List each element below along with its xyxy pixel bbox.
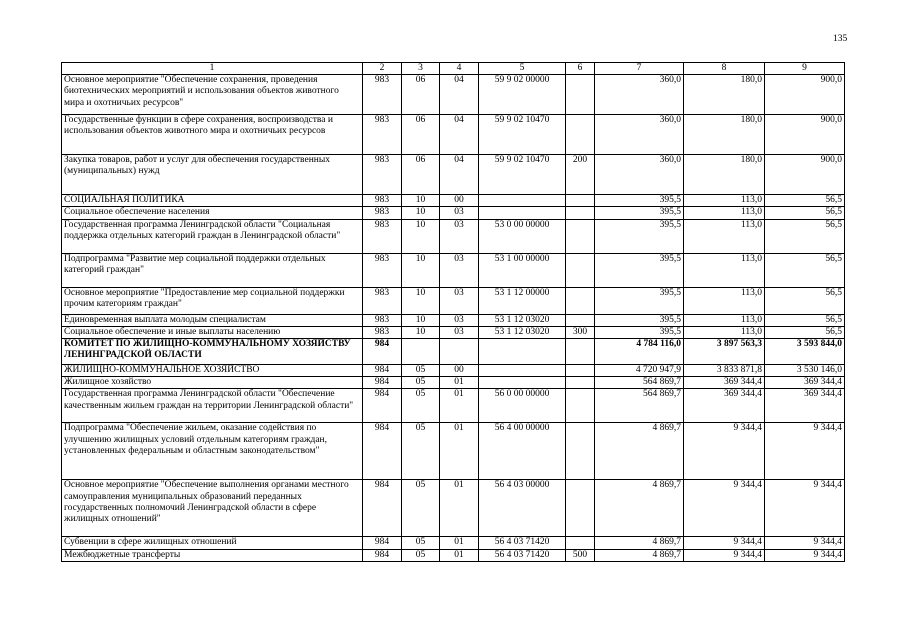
ministry-code: 984 (363, 365, 402, 377)
amount-col9: 56,5 (765, 253, 845, 287)
section-code: 05 (402, 423, 440, 480)
row-name: Основное мероприятие "Обеспечение сохранения, проведения биотехнических мероприятий и использования объектов животного мира и охотничьих ресурсов" (62, 75, 363, 115)
amount-col9: 369 344,4 (765, 389, 845, 423)
expense-type-code (566, 480, 595, 537)
target-article-code: 56 4 03 00000 (479, 480, 566, 537)
subsection-code: 03 (440, 253, 479, 287)
amount-col8: 369 344,4 (684, 377, 765, 389)
target-article-code: 53 1 12 03020 (479, 326, 566, 338)
amount-col8: 9 344,4 (684, 549, 765, 561)
header-cell: 8 (684, 63, 765, 75)
ministry-code: 984 (363, 537, 402, 549)
amount-col8: 113,0 (684, 326, 765, 338)
amount-col9: 369 344,4 (765, 377, 845, 389)
amount-col8: 113,0 (684, 287, 765, 314)
amount-col7: 564 869,7 (595, 377, 684, 389)
expense-type-code (566, 339, 595, 365)
amount-col9: 3 593 844,0 (765, 339, 845, 365)
ministry-code: 983 (363, 207, 402, 219)
amount-col7: 4 869,7 (595, 423, 684, 480)
subsection-code: 01 (440, 389, 479, 423)
amount-col8: 3 833 871,8 (684, 365, 765, 377)
section-code: 06 (402, 115, 440, 155)
header-cell: 7 (595, 63, 684, 75)
section-code: 05 (402, 480, 440, 537)
row-name: Основное мероприятие "Предоставление мер социальной поддержки прочим категориям граждан" (62, 287, 363, 314)
row-name: Основное мероприятие "Обеспечение выполнения органами местного самоуправления муниципальных образований переданных государственных полномочий Ленинградской области в сфере жилищных отношений" (62, 480, 363, 537)
subsection-code: 00 (440, 365, 479, 377)
section-code: 06 (402, 75, 440, 115)
header-cell: 3 (402, 63, 440, 75)
subsection-code: 03 (440, 219, 479, 253)
row-name: Подпрограмма "Обеспечение жильем, оказание содействия по улучшению жилищных условий отдельным категориям граждан, установленных федеральным и областным законодательством" (62, 423, 363, 480)
amount-col7: 564 869,7 (595, 389, 684, 423)
row-name: Межбюджетные трансферты (62, 549, 363, 561)
target-article-code: 53 1 12 03020 (479, 314, 566, 326)
header-cell: 5 (479, 63, 566, 75)
table-row (62, 75, 845, 115)
section-code: 10 (402, 207, 440, 219)
ministry-code: 984 (363, 480, 402, 537)
ministry-code: 984 (363, 339, 402, 365)
amount-col8: 180,0 (684, 155, 765, 195)
table-row (62, 423, 845, 480)
expense-type-code (566, 377, 595, 389)
subsection-code: 01 (440, 549, 479, 561)
expense-type-code (566, 207, 595, 219)
header-cell: 2 (363, 63, 402, 75)
subsection-code: 03 (440, 326, 479, 338)
expense-type-code (566, 287, 595, 314)
ministry-code: 983 (363, 75, 402, 115)
ministry-code: 984 (363, 549, 402, 561)
amount-col8: 9 344,4 (684, 480, 765, 537)
target-article-code (479, 195, 566, 207)
amount-col7: 360,0 (595, 155, 684, 195)
target-article-code: 59 9 02 10470 (479, 115, 566, 155)
subsection-code: 03 (440, 207, 479, 219)
section-code: 05 (402, 389, 440, 423)
table-row (62, 549, 845, 561)
table-row (62, 389, 845, 423)
row-name: Единовременная выплата молодым специалистам (62, 314, 363, 326)
table-row (62, 537, 845, 549)
row-name: Государственная программа Ленинградской области "Обеспечение качественным жильем граждан на территории Ленинградской области" (62, 389, 363, 423)
amount-col9: 56,5 (765, 195, 845, 207)
section-code: 10 (402, 326, 440, 338)
amount-col9: 56,5 (765, 326, 845, 338)
row-name: Субвенции в сфере жилищных отношений (62, 537, 363, 549)
expense-type-code (566, 195, 595, 207)
amount-col9: 56,5 (765, 207, 845, 219)
subsection-code: 01 (440, 480, 479, 537)
ministry-code: 983 (363, 326, 402, 338)
budget-table (61, 62, 845, 562)
amount-col7: 4 720 947,9 (595, 365, 684, 377)
amount-col7: 360,0 (595, 115, 684, 155)
row-name: Социальное обеспечение и иные выплаты населению (62, 326, 363, 338)
ministry-code: 984 (363, 423, 402, 480)
subsection-code: 01 (440, 423, 479, 480)
amount-col9: 56,5 (765, 314, 845, 326)
ministry-code: 983 (363, 287, 402, 314)
expense-type-code (566, 537, 595, 549)
subsection-code: 04 (440, 115, 479, 155)
expense-type-code: 200 (566, 155, 595, 195)
table-row (62, 195, 845, 207)
table-row (62, 287, 845, 314)
expense-type-code (566, 115, 595, 155)
amount-col9: 9 344,4 (765, 537, 845, 549)
row-name: Государственные функции в сфере сохранения, воспроизводства и использования объектов животного мира и охотничьих ресурсов (62, 115, 363, 155)
target-article-code: 53 0 00 00000 (479, 219, 566, 253)
amount-col8: 369 344,4 (684, 389, 765, 423)
table-row (62, 365, 845, 377)
expense-type-code (566, 423, 595, 480)
target-article-code: 56 4 03 71420 (479, 549, 566, 561)
subsection-code: 04 (440, 75, 479, 115)
amount-col7: 395,5 (595, 287, 684, 314)
section-code: 05 (402, 365, 440, 377)
amount-col8: 9 344,4 (684, 423, 765, 480)
amount-col9: 56,5 (765, 219, 845, 253)
row-name: СОЦИАЛЬНАЯ ПОЛИТИКА (62, 195, 363, 207)
amount-col7: 4 869,7 (595, 480, 684, 537)
section-code: 10 (402, 195, 440, 207)
amount-col8: 9 344,4 (684, 537, 765, 549)
subsection-code: 01 (440, 537, 479, 549)
amount-col8: 180,0 (684, 115, 765, 155)
table-row (62, 326, 845, 338)
expense-type-code (566, 219, 595, 253)
target-article-code (479, 377, 566, 389)
ministry-code: 983 (363, 155, 402, 195)
table-row (62, 339, 845, 365)
header-cell: 1 (62, 63, 363, 75)
subsection-code: 04 (440, 155, 479, 195)
table-row (62, 155, 845, 195)
expense-type-code (566, 314, 595, 326)
subsection-code: 03 (440, 287, 479, 314)
row-name: Жилищное хозяйство (62, 377, 363, 389)
table-row (62, 207, 845, 219)
table-row (62, 219, 845, 253)
amount-col8: 113,0 (684, 207, 765, 219)
amount-col7: 4 869,7 (595, 549, 684, 561)
table-row (62, 314, 845, 326)
header-cell: 9 (765, 63, 845, 75)
subsection-code: 01 (440, 377, 479, 389)
expense-type-code: 300 (566, 326, 595, 338)
section-code: 05 (402, 549, 440, 561)
section-code: 10 (402, 314, 440, 326)
row-name: КОМИТЕТ ПО ЖИЛИЩНО-КОММУНАЛЬНОМУ ХОЗЯЙСТВУ ЛЕНИНГРАДСКОЙ ОБЛАСТИ (62, 339, 363, 365)
row-name: Социальное обеспечение населения (62, 207, 363, 219)
amount-col7: 395,5 (595, 207, 684, 219)
target-article-code: 56 4 00 00000 (479, 423, 566, 480)
target-article-code: 59 9 02 10470 (479, 155, 566, 195)
amount-col9: 9 344,4 (765, 549, 845, 561)
subsection-code (440, 339, 479, 365)
section-code: 05 (402, 537, 440, 549)
target-article-code: 59 9 02 00000 (479, 75, 566, 115)
table-row (62, 115, 845, 155)
header-cell: 6 (566, 63, 595, 75)
amount-col7: 4 784 116,0 (595, 339, 684, 365)
ministry-code: 983 (363, 219, 402, 253)
expense-type-code (566, 253, 595, 287)
target-article-code (479, 339, 566, 365)
target-article-code: 53 1 12 00000 (479, 287, 566, 314)
header-cell: 4 (440, 63, 479, 75)
amount-col9: 56,5 (765, 287, 845, 314)
ministry-code: 983 (363, 253, 402, 287)
section-code: 10 (402, 287, 440, 314)
header-row (62, 63, 845, 75)
ministry-code: 983 (363, 115, 402, 155)
amount-col9: 3 530 146,0 (765, 365, 845, 377)
subsection-code: 00 (440, 195, 479, 207)
amount-col9: 9 344,4 (765, 423, 845, 480)
table-row (62, 480, 845, 537)
amount-col9: 900,0 (765, 155, 845, 195)
section-code: 10 (402, 219, 440, 253)
ministry-code: 984 (363, 389, 402, 423)
target-article-code (479, 365, 566, 377)
row-name: ЖИЛИЩНО-КОММУНАЛЬНОЕ ХОЗЯЙСТВО (62, 365, 363, 377)
target-article-code: 56 4 03 71420 (479, 537, 566, 549)
row-name: Закупка товаров, работ и услуг для обеспечения государственных (муниципальных) нужд (62, 155, 363, 195)
row-name: Государственная программа Ленинградской области "Социальная поддержка отдельных категорий граждан в Ленинградской области" (62, 219, 363, 253)
amount-col8: 180,0 (684, 75, 765, 115)
amount-col9: 9 344,4 (765, 480, 845, 537)
amount-col8: 113,0 (684, 195, 765, 207)
amount-col8: 113,0 (684, 219, 765, 253)
expense-type-code (566, 365, 595, 377)
ministry-code: 983 (363, 314, 402, 326)
amount-col8: 113,0 (684, 253, 765, 287)
amount-col7: 395,5 (595, 195, 684, 207)
expense-type-code (566, 75, 595, 115)
target-article-code: 53 1 00 00000 (479, 253, 566, 287)
expense-type-code (566, 389, 595, 423)
target-article-code (479, 207, 566, 219)
subsection-code: 03 (440, 314, 479, 326)
table-row (62, 253, 845, 287)
section-code (402, 339, 440, 365)
amount-col9: 900,0 (765, 115, 845, 155)
row-name: Подпрограмма "Развитие мер социальной поддержки отдельных категорий граждан" (62, 253, 363, 287)
amount-col7: 395,5 (595, 219, 684, 253)
amount-col7: 360,0 (595, 75, 684, 115)
amount-col7: 395,5 (595, 314, 684, 326)
amount-col8: 3 897 563,3 (684, 339, 765, 365)
target-article-code: 56 0 00 00000 (479, 389, 566, 423)
page-number: 135 (833, 34, 848, 44)
ministry-code: 984 (363, 377, 402, 389)
ministry-code: 983 (363, 195, 402, 207)
amount-col9: 900,0 (765, 75, 845, 115)
amount-col7: 395,5 (595, 253, 684, 287)
table-row (62, 377, 845, 389)
section-code: 10 (402, 253, 440, 287)
section-code: 06 (402, 155, 440, 195)
expense-type-code: 500 (566, 549, 595, 561)
amount-col8: 113,0 (684, 314, 765, 326)
section-code: 05 (402, 377, 440, 389)
amount-col7: 395,5 (595, 326, 684, 338)
amount-col7: 4 869,7 (595, 537, 684, 549)
